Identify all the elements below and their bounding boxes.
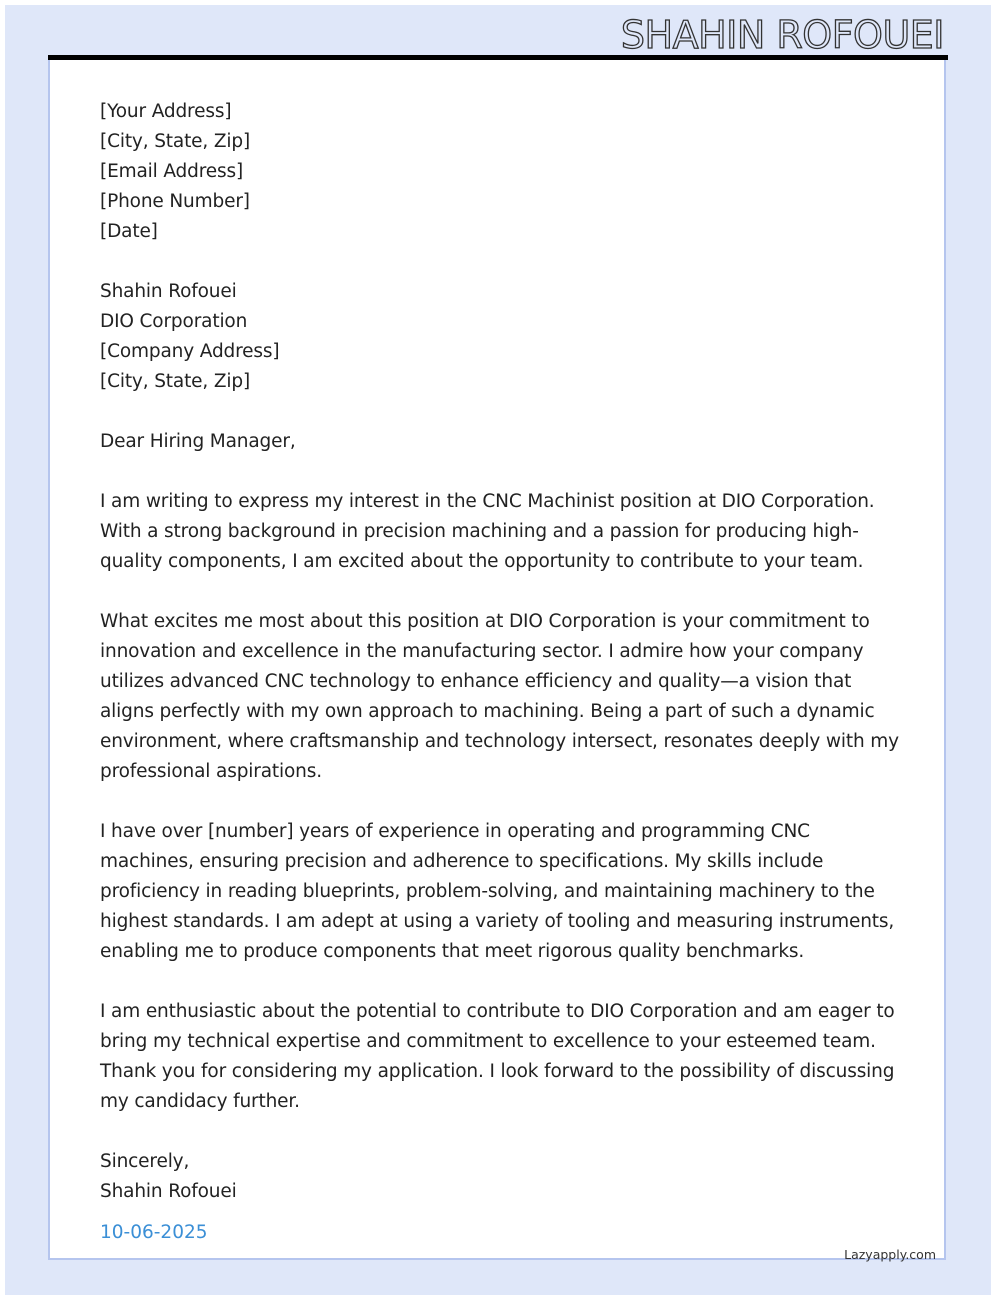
sender-email: [Email Address] <box>100 161 244 182</box>
recipient-city-state-zip: [City, State, Zip] <box>100 371 251 392</box>
sender-city-state-zip: [City, State, Zip] <box>100 131 251 152</box>
spacer <box>100 247 900 277</box>
recipient-company: DIO Corporation <box>100 311 248 332</box>
spacer <box>100 397 900 427</box>
brand-label: Lazyapply.com <box>844 1247 936 1262</box>
footer-date: 10-06-2025 <box>100 1222 208 1243</box>
spacer <box>100 787 900 817</box>
body-paragraph-3: I have over [number] years of experience in operating and programming CNC machines, ensuring precision and adherence to specifications. My skills include proficiency in reading blueprints, problem-solving, and maintaining machinery to the highest standards. I am adept at using a variety of tooling and measuring instruments, enabling me to produce components that meet rigorous quality benchmarks. <box>100 821 895 962</box>
spacer <box>100 1117 900 1147</box>
header-name: SHAHIN ROFOUEI <box>620 13 944 57</box>
body-paragraph-1: I am writing to express my interest in the CNC Machinist position at DIO Corporation. With a strong background in precision machining and a passion for producing high-quality components, I am excited about the opportunity to contribute to your team. <box>100 491 875 572</box>
sender-date: [Date] <box>100 221 158 242</box>
spacer <box>100 967 900 997</box>
valediction: Sincerely, <box>100 1151 190 1172</box>
salutation: Dear Hiring Manager, <box>100 431 296 452</box>
recipient-address: [Company Address] <box>100 341 280 362</box>
recipient-block <box>100 277 900 397</box>
sender-address: [Your Address] <box>100 101 232 122</box>
sender-block <box>100 97 900 247</box>
letter-body <box>100 97 900 1207</box>
body-paragraph-2: What excites me most about this position at DIO Corporation is your commitment to innovation and excellence in the manufacturing sector. I admire how your company utilizes advanced CNC technology to enhance efficiency and quality—a vision that aligns perfectly with my own approach to machining. Being a part of such a dynamic environment, where craftsmanship and technology intersect, resonates deeply with my professional aspirations. <box>100 611 899 782</box>
sender-phone: [Phone Number] <box>100 191 250 212</box>
spacer <box>100 457 900 487</box>
body-paragraph-4: I am enthusiastic about the potential to contribute to DIO Corporation and am eager to bring my technical expertise and commitment to excellence to your esteemed team. Thank you for considering my application. I look forward to the possibility of discussing my candidacy further. <box>100 1001 895 1112</box>
signature-name: Shahin Rofouei <box>100 1181 237 1202</box>
recipient-name: Shahin Rofouei <box>100 281 237 302</box>
spacer <box>100 577 900 607</box>
closing-block <box>100 1147 900 1207</box>
